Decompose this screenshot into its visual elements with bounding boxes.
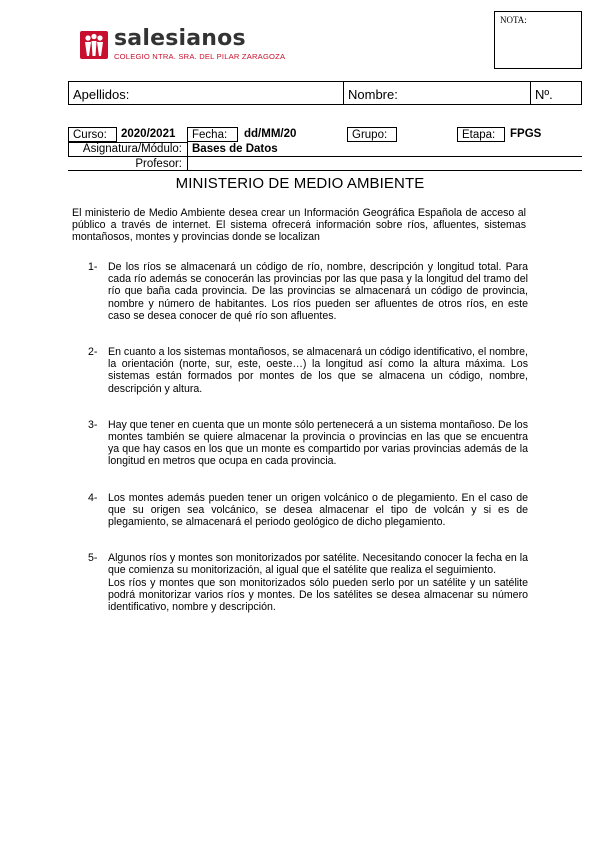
list-item xyxy=(88,346,528,395)
item-number: 5- xyxy=(88,552,98,565)
number-label: Nº. xyxy=(535,87,553,102)
date-label-text: Fecha: xyxy=(192,129,228,141)
professor-label: Profesor: xyxy=(135,158,182,170)
item-text: Algunos ríos y montes son monitorizados por satélite. Necesitando conocer la fecha en la que comienza su monitorización, al igual que el satélite que realiza el seguimiento. xyxy=(108,552,528,577)
first-name-label: Nombre: xyxy=(348,87,398,102)
item-text: De los ríos se almacenará un código de río, nombre, descripción y longitud total. Para cada río además se conocerán las provincias por las que pasa y la longitud del tramo del río que baña cada provincia. De las provincias se almacenará un código de provincia, nombre y número de habitantes. Los ríos pueden ser afluentes de otros ríos, en este caso se desea conocer de qué río son afluentes. xyxy=(108,261,528,322)
item-number: 4- xyxy=(88,491,98,504)
document-title: MINISTERIO DE MEDIO AMBIENTE xyxy=(175,175,425,192)
course-label xyxy=(68,127,117,142)
subject-value: Bases de Datos xyxy=(192,143,278,155)
date-value: dd/MM/20 xyxy=(244,128,297,140)
divider xyxy=(530,82,531,104)
item-number: 3- xyxy=(88,418,98,431)
grade-label: NOTA: xyxy=(500,15,527,25)
school-logo xyxy=(80,28,340,68)
stage-label-text: Etapa: xyxy=(462,129,496,141)
stage-value: FPGS xyxy=(510,128,542,140)
item-text: Los ríos y montes que son monitorizados sólo pueden serlo por un satélite y un satélite podrá monitorizar varios ríos y montes. De los satélites se desea almacenar su número identificativo, nombre y descripción. xyxy=(108,576,528,614)
course-label-text: Curso: xyxy=(73,129,107,141)
student-name-row xyxy=(68,81,582,105)
item-text: Los montes además pueden tener un origen volcánico o de plegamiento. En el caso de que su origen sea volcánico, se desea almacenar el tipo de volcán y si es de plegamiento, se almacenará el periodo geológico de dicho plegamiento. xyxy=(108,491,528,529)
item-number: 1- xyxy=(88,261,98,273)
brand-subtitle: COLEGIO NTRA. SRA. DEL PILAR ZARAGOZA xyxy=(114,52,286,61)
item-text: En cuanto a los sistemas montañosos, se almacenará un código identificativo, el nombre, la orientación (norte, sur, este, oeste…) la longitud así como la altura máxima. Los sistemas están formados por montes de los que se almacena un código, nombre, descripción y altura. xyxy=(108,346,528,395)
stage-label xyxy=(457,127,505,142)
brand-name: salesianos xyxy=(114,26,246,51)
group-label-text: Grupo: xyxy=(352,129,388,141)
date-label xyxy=(187,127,238,142)
grade-box[interactable] xyxy=(494,11,582,69)
requirements-list xyxy=(88,261,528,637)
list-item xyxy=(88,261,528,322)
divider xyxy=(343,82,344,104)
item-number: 2- xyxy=(88,346,98,359)
item-text: Hay que tener en cuenta que un monte sólo pertenecerá a un sistema montañoso. De los montes también se quiere almacenar la provincia o provincias en las que se encuentra ya que hay casos en los que un monte es compartido por varias provincias además de la longitud en metros que ocupa en cada provincia. xyxy=(108,418,528,468)
group-label xyxy=(347,127,397,142)
intro-paragraph: El ministerio de Medio Ambiente desea crear un Información Geográfica Española de acceso al público a través de internet. El sistema ofrecerá información sobre ríos, afluentes, sistemas montañosos, montes y provincias donde se localizan xyxy=(72,207,526,244)
list-item xyxy=(88,492,528,529)
subject-label: Asignatura/Módulo: xyxy=(82,143,182,155)
list-item xyxy=(88,419,528,468)
subject-table xyxy=(68,142,582,171)
salesianos-logo-icon xyxy=(80,31,108,59)
course-value: 2020/2021 xyxy=(121,128,176,140)
list-item xyxy=(88,552,528,613)
surname-label: Apellidos: xyxy=(73,87,130,102)
